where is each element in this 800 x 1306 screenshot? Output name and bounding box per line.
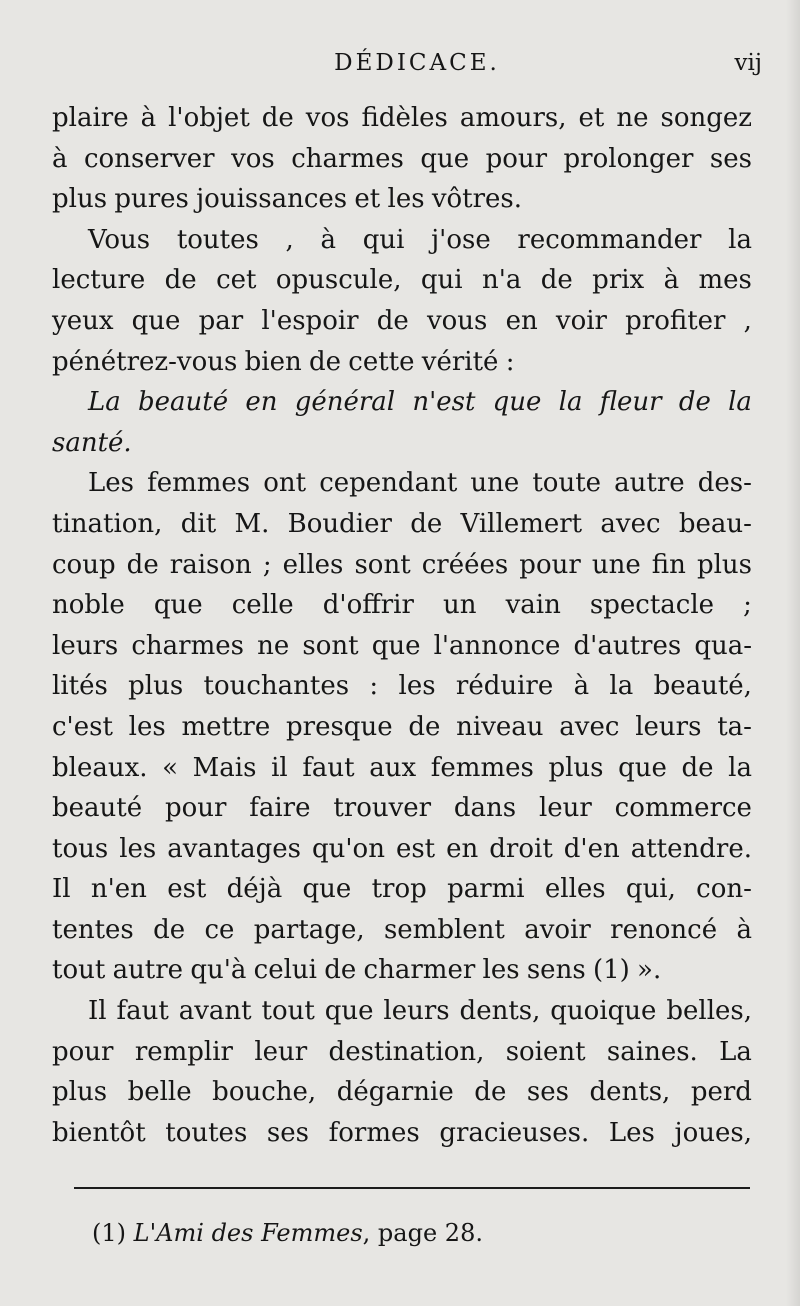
word: leurs — [635, 711, 702, 742]
word: de — [408, 711, 441, 742]
word: vos — [231, 143, 275, 174]
word: avantages — [167, 833, 302, 864]
word: droit — [489, 833, 553, 864]
word: tination, — [52, 508, 163, 539]
word: prolonger — [563, 143, 694, 174]
word: belles, — [666, 996, 752, 1027]
word: charmes — [291, 143, 404, 174]
word: pour — [164, 793, 227, 824]
word: renoncé — [610, 914, 718, 945]
word: tous — [52, 833, 109, 864]
word: pénétrez-vous — [52, 346, 238, 377]
word: profiter — [625, 305, 726, 336]
word: niveau — [456, 711, 544, 742]
word: beau- — [678, 508, 752, 539]
word: qui, — [625, 874, 676, 905]
text-line — [52, 179, 752, 220]
word: la — [558, 387, 583, 418]
running-header — [52, 50, 762, 84]
text-line — [52, 423, 752, 464]
word: à — [663, 265, 680, 296]
word: Vous — [88, 224, 151, 255]
word: l'annonce — [433, 630, 561, 661]
word: j'ose — [431, 224, 491, 255]
word: Il — [52, 874, 71, 905]
word: amours, — [459, 103, 567, 133]
word: qu'à — [190, 955, 247, 986]
word: sont — [302, 630, 359, 661]
word: celle — [231, 590, 294, 621]
word: des- — [697, 468, 752, 499]
word: mes — [698, 265, 752, 296]
word: celui — [253, 955, 317, 986]
word: La — [719, 1036, 752, 1067]
text-line — [52, 1072, 752, 1113]
word: une — [591, 549, 641, 580]
word: leurs — [383, 996, 450, 1027]
word: à — [320, 224, 337, 255]
word: la — [728, 387, 752, 418]
text-line — [52, 463, 752, 504]
word: sont — [354, 549, 411, 580]
footnote-rule — [74, 1187, 750, 1189]
word: de — [474, 1077, 507, 1108]
word: La — [88, 387, 121, 418]
word: toute — [532, 468, 602, 499]
word: vôtres. — [431, 184, 523, 215]
word: la — [728, 224, 752, 255]
word: lités — [52, 671, 108, 702]
word: ne — [257, 630, 290, 661]
word: recommander — [517, 224, 702, 255]
word: de — [308, 346, 341, 377]
word: femmes — [430, 752, 534, 783]
word: quoique — [550, 996, 657, 1027]
text-line — [52, 342, 752, 383]
text-line — [52, 910, 752, 951]
word: cet — [216, 265, 257, 296]
word: plus — [52, 1077, 108, 1108]
word: d'offrir — [322, 590, 414, 621]
word: aux — [369, 752, 417, 783]
word: que — [131, 305, 181, 336]
word: vérité — [421, 346, 499, 377]
word: faut — [116, 996, 169, 1027]
word: ont — [263, 468, 307, 499]
word: mettre — [181, 711, 271, 742]
word: et — [354, 184, 381, 215]
word: formes — [328, 1117, 420, 1148]
word: plus — [548, 752, 604, 783]
footnote-title: L'Ami des Femmes — [133, 1219, 363, 1247]
word: les — [119, 833, 157, 864]
text-line — [52, 950, 752, 991]
word: autre — [112, 955, 184, 986]
word: ; — [743, 590, 752, 621]
word: de — [681, 752, 714, 783]
word: cependant — [319, 468, 458, 499]
word: d'autres — [573, 630, 682, 661]
word: il — [271, 752, 288, 783]
word: que — [618, 752, 667, 783]
word: par — [198, 305, 244, 336]
word: les — [387, 184, 425, 215]
word: ta- — [717, 711, 752, 742]
word: avant — [178, 996, 252, 1027]
text-line — [52, 748, 752, 789]
text-line — [52, 666, 752, 707]
word: un — [442, 590, 477, 621]
word: femmes — [147, 468, 251, 499]
word: Il — [88, 996, 107, 1027]
word: prix — [592, 265, 645, 296]
text-line — [52, 991, 752, 1032]
word: créées — [421, 549, 509, 580]
word: Les — [88, 468, 134, 499]
word: fin — [651, 549, 686, 580]
word: « — [162, 752, 179, 783]
word: la — [609, 671, 634, 702]
word: voir — [555, 305, 607, 336]
word: déjà — [226, 874, 283, 905]
text-line — [52, 829, 752, 870]
word: que — [492, 387, 542, 418]
word: les — [398, 671, 436, 702]
word: elles — [544, 874, 606, 905]
word: jouissances — [196, 184, 348, 215]
word: d'en — [563, 833, 620, 864]
word: beauté, — [653, 671, 752, 702]
word: leurs — [52, 630, 119, 661]
word: en — [446, 833, 479, 864]
word: partage, — [253, 914, 365, 945]
page-number: vij — [734, 50, 762, 76]
word: avec — [600, 508, 661, 539]
word: de — [678, 387, 711, 418]
word: yeux — [52, 305, 114, 336]
word: charmes — [131, 630, 244, 661]
header-title: DÉDICACE. — [334, 50, 500, 76]
word: en — [245, 387, 278, 418]
word: est — [395, 833, 436, 864]
word: beauté — [138, 387, 229, 418]
word: : — [505, 346, 515, 377]
text-line — [52, 788, 752, 829]
text-line — [52, 707, 752, 748]
word: une — [470, 468, 520, 499]
word: elles — [282, 549, 344, 580]
word: ; — [262, 549, 272, 580]
word: tout — [261, 996, 315, 1027]
word: à — [52, 143, 68, 174]
word: trouver — [333, 793, 432, 824]
word: que — [153, 590, 203, 621]
word: toutes — [165, 1117, 248, 1148]
word: remplir — [134, 1036, 233, 1067]
word: faut — [302, 752, 355, 783]
word: tout — [52, 955, 106, 986]
word: coup — [52, 549, 116, 580]
word: plaire — [52, 103, 129, 133]
word: plus — [696, 549, 752, 580]
word: que — [420, 143, 470, 174]
word: de — [376, 305, 409, 336]
word: qui — [420, 265, 463, 296]
word: de — [261, 103, 294, 133]
word: dégarnie — [336, 1077, 454, 1108]
word: ses — [709, 143, 752, 174]
word: Boudier — [287, 508, 392, 539]
word: ne — [616, 103, 649, 133]
page-edge-shadow — [786, 0, 800, 1306]
word: qua- — [694, 630, 752, 661]
word: perd — [690, 1077, 752, 1108]
word: de — [153, 914, 186, 945]
word: n'est — [412, 387, 476, 418]
word: l'espoir — [261, 305, 359, 336]
word: noble — [52, 590, 125, 621]
word: vain — [505, 590, 561, 621]
word: ses — [266, 1117, 309, 1148]
word: général — [294, 387, 396, 418]
word: soient — [505, 1036, 586, 1067]
word: n'a — [481, 265, 522, 296]
text-line — [52, 626, 752, 667]
word: parmi — [447, 874, 525, 905]
word: tentes — [52, 914, 134, 945]
word: faire — [249, 793, 311, 824]
word: de — [410, 508, 443, 539]
text-line — [52, 301, 752, 342]
text-line — [52, 139, 752, 180]
word: qui — [362, 224, 405, 255]
word: les — [128, 711, 166, 742]
word: de — [126, 549, 159, 580]
word: dents, — [459, 996, 541, 1027]
word: cette — [348, 346, 415, 377]
word: con- — [696, 874, 752, 905]
word: songez — [660, 103, 752, 133]
word: ». — [637, 955, 662, 986]
word: est — [167, 874, 207, 905]
word: bleaux. — [52, 752, 148, 783]
word: ses — [526, 1077, 569, 1108]
word: dit — [180, 508, 217, 539]
word: de — [324, 955, 357, 986]
word: spectacle — [589, 590, 715, 621]
word: semblent — [383, 914, 505, 945]
word: bouche, — [212, 1077, 317, 1108]
word: les — [482, 955, 520, 986]
word: ce — [204, 914, 235, 945]
text-line — [52, 869, 752, 910]
word: en — [505, 305, 538, 336]
word: l'objet — [168, 103, 250, 133]
word: Villemert — [460, 508, 583, 539]
text-line — [52, 1113, 752, 1154]
word: que — [302, 874, 352, 905]
text-line — [52, 382, 752, 423]
word: pour — [519, 549, 581, 580]
word: de — [164, 265, 197, 296]
word: gracieuses. — [439, 1117, 590, 1148]
word: pour — [485, 143, 548, 174]
text-line — [52, 1032, 752, 1073]
word: réduire — [455, 671, 554, 702]
word: M. — [234, 508, 270, 539]
word: : — [369, 671, 379, 702]
text-line — [52, 545, 752, 586]
footnote-marker: (1) — [92, 1219, 126, 1247]
text-line — [52, 585, 752, 626]
word: avec — [559, 711, 620, 742]
word: Mais — [192, 752, 257, 783]
word: raison — [169, 549, 252, 580]
word: charmer — [363, 955, 476, 986]
word: à — [736, 914, 752, 945]
word: dans — [453, 793, 517, 824]
text-line — [52, 98, 752, 139]
word: n'en — [90, 874, 147, 905]
word: plus — [52, 184, 108, 215]
word: bientôt — [52, 1117, 146, 1148]
word: conserver — [83, 143, 215, 174]
word: pures — [114, 184, 189, 215]
word: attendre. — [630, 833, 752, 864]
word: vous — [426, 305, 488, 336]
word: fleur — [599, 387, 662, 418]
word: , — [743, 305, 752, 336]
word: opuscule, — [275, 265, 402, 296]
word: destination, — [328, 1036, 485, 1067]
word: avoir — [524, 914, 591, 945]
word: de — [540, 265, 573, 296]
word: dents, — [589, 1077, 671, 1108]
text-line — [52, 260, 752, 301]
word: (1) — [592, 955, 630, 986]
word: autre — [614, 468, 685, 499]
word: bien — [244, 346, 302, 377]
word: que — [324, 996, 374, 1027]
word: à — [573, 671, 590, 702]
word: presque — [286, 711, 393, 742]
word: pour — [52, 1036, 114, 1067]
word: et — [578, 103, 605, 133]
footnote — [92, 1219, 483, 1247]
text-line — [52, 504, 752, 545]
footnote-rest: , page 28. — [362, 1219, 483, 1247]
word: santé. — [52, 427, 132, 458]
word: la — [728, 752, 752, 783]
word: joues, — [674, 1117, 752, 1148]
word: toutes — [176, 224, 259, 255]
word: leur — [538, 793, 592, 824]
word: plus — [128, 671, 184, 702]
word: trop — [371, 874, 427, 905]
word: commerce — [614, 793, 752, 824]
word: saines. — [606, 1036, 698, 1067]
word: Les — [608, 1117, 655, 1148]
word: sens — [526, 955, 586, 986]
text-line — [52, 220, 752, 261]
word: c'est — [52, 711, 113, 742]
word: à — [140, 103, 157, 133]
word: que — [371, 630, 421, 661]
word: belle — [127, 1077, 192, 1108]
word: leur — [254, 1036, 308, 1067]
word: touchantes — [203, 671, 350, 702]
body-text — [52, 98, 752, 1153]
word: fidèles — [361, 103, 448, 133]
word: , — [285, 224, 294, 255]
word: vos — [305, 103, 350, 133]
word: lecture — [52, 265, 146, 296]
word: qu'on — [312, 833, 385, 864]
word: beauté — [52, 793, 143, 824]
